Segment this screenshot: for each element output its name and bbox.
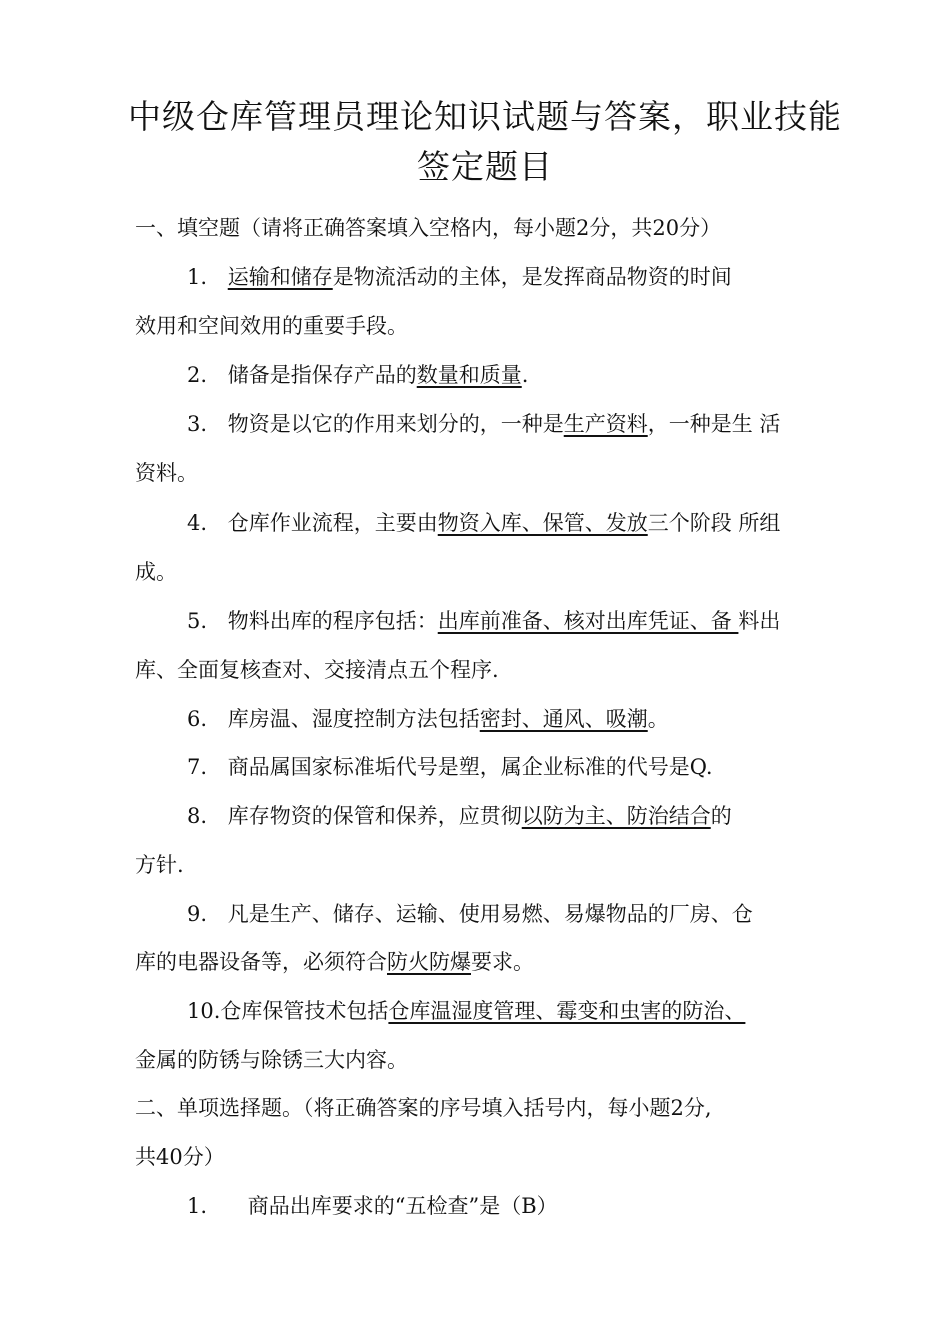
question-4-line-2: 成。 (135, 560, 177, 584)
title-line-2: 签定题目 (417, 147, 553, 186)
answer-blank: 运输和储存 (227, 265, 333, 289)
section-2-heading-line-1: 二、单项选择题。（将正确答案的序号填入括号内，每小题2分, (135, 1096, 712, 1120)
question-text: 三个阶段 所组 (647, 511, 781, 535)
question-1-line-2: 效用和空间效用的重要手段。 (135, 314, 408, 338)
question-text: 商品属国家标准垢代号是塑，属企业标准的代号是Q. (227, 755, 713, 779)
document-title (90, 92, 880, 192)
question-2 (187, 360, 528, 390)
answer-blank: 防火防爆 (387, 950, 471, 974)
question-text: 物资是以它的作用来划分的，一种是 (227, 412, 564, 436)
question-text: 储备是指保存产品的 (227, 363, 417, 387)
answer-blank: 密封、通风、吸潮 (479, 707, 648, 731)
question-number: 4. (187, 511, 208, 535)
answer-blank: 数量和质量 (416, 363, 522, 387)
question-5-line-1 (187, 606, 780, 636)
question-7 (187, 752, 713, 782)
section-2-heading-line-2: 共40分） (135, 1145, 225, 1169)
question-text: 库房温、湿度控制方法包括 (227, 707, 480, 731)
question-number: 9. (187, 902, 208, 926)
question-text: 物料出库的程序包括： (227, 609, 438, 633)
question-text: 仓库作业流程，主要由 (227, 511, 438, 535)
question-number: 3. (187, 412, 208, 436)
question-8-line-2: 方针. (135, 853, 184, 877)
question-8-line-1 (187, 801, 732, 831)
answer-blank: 物资入库、保管、发放 (437, 511, 648, 535)
question-9-line-1 (187, 899, 753, 929)
answer-blank: 以防为主、防治结合 (521, 804, 711, 828)
question-3-line-1 (187, 409, 780, 439)
question-text: 要求。 (471, 950, 534, 974)
answer-blank: 仓库温湿度管理、霉变和虫害的防治、 (388, 999, 746, 1023)
question-text: 是物流活动的主体，是发挥商品物资的时间 (332, 265, 732, 289)
question-number: 10. (187, 999, 221, 1023)
question-4-line-1 (187, 508, 780, 538)
question-text: 料出 (738, 609, 781, 633)
question-text: 凡是生产、储存、运输、使用易燃、易爆物品的厂房、仓 (227, 902, 753, 926)
question-6 (187, 704, 669, 734)
question-10-line-2: 金属的防锈与除锈三大内容。 (135, 1048, 408, 1072)
question-text: . (521, 363, 529, 387)
section-1-heading: 一、填空题（请将正确答案填入空格内，每小题2分，共20分） (135, 216, 722, 240)
question-text: ，一种是生 活 (647, 412, 781, 436)
question-number: 5. (187, 609, 208, 633)
question-number: 1. (187, 265, 208, 289)
title-line-1: 中级仓库管理员理论知识试题与答案，职业技能 (128, 97, 842, 136)
question-number: 1. (187, 1194, 208, 1218)
question-5-line-2: 库、全面复核查对、交接清点五个程序. (135, 658, 499, 682)
question-number: 2. (187, 363, 208, 387)
question-10-line-1 (187, 996, 745, 1026)
question-number: 8. (187, 804, 208, 828)
question-text: 库存物资的保管和保养，应贯彻 (227, 804, 522, 828)
answer-blank: 出库前准备、核对出库凭证、备 (437, 609, 739, 633)
question-3-line-2: 资料。 (135, 461, 198, 485)
choice-question-1 (187, 1191, 558, 1221)
question-number: 6. (187, 707, 208, 731)
answer-blank: 生产资料 (563, 412, 648, 436)
question-text: 的 (710, 804, 732, 828)
question-text: 商品出库要求的“五检查”是（B） (247, 1194, 558, 1218)
question-text: 库的电器设备等，必须符合 (135, 950, 387, 974)
question-number: 7. (187, 755, 208, 779)
question-text: 。 (647, 707, 669, 731)
question-1-line-1 (187, 262, 732, 292)
question-text: 仓库保管技术包括 (220, 999, 389, 1023)
question-9-line-2 (135, 947, 534, 977)
